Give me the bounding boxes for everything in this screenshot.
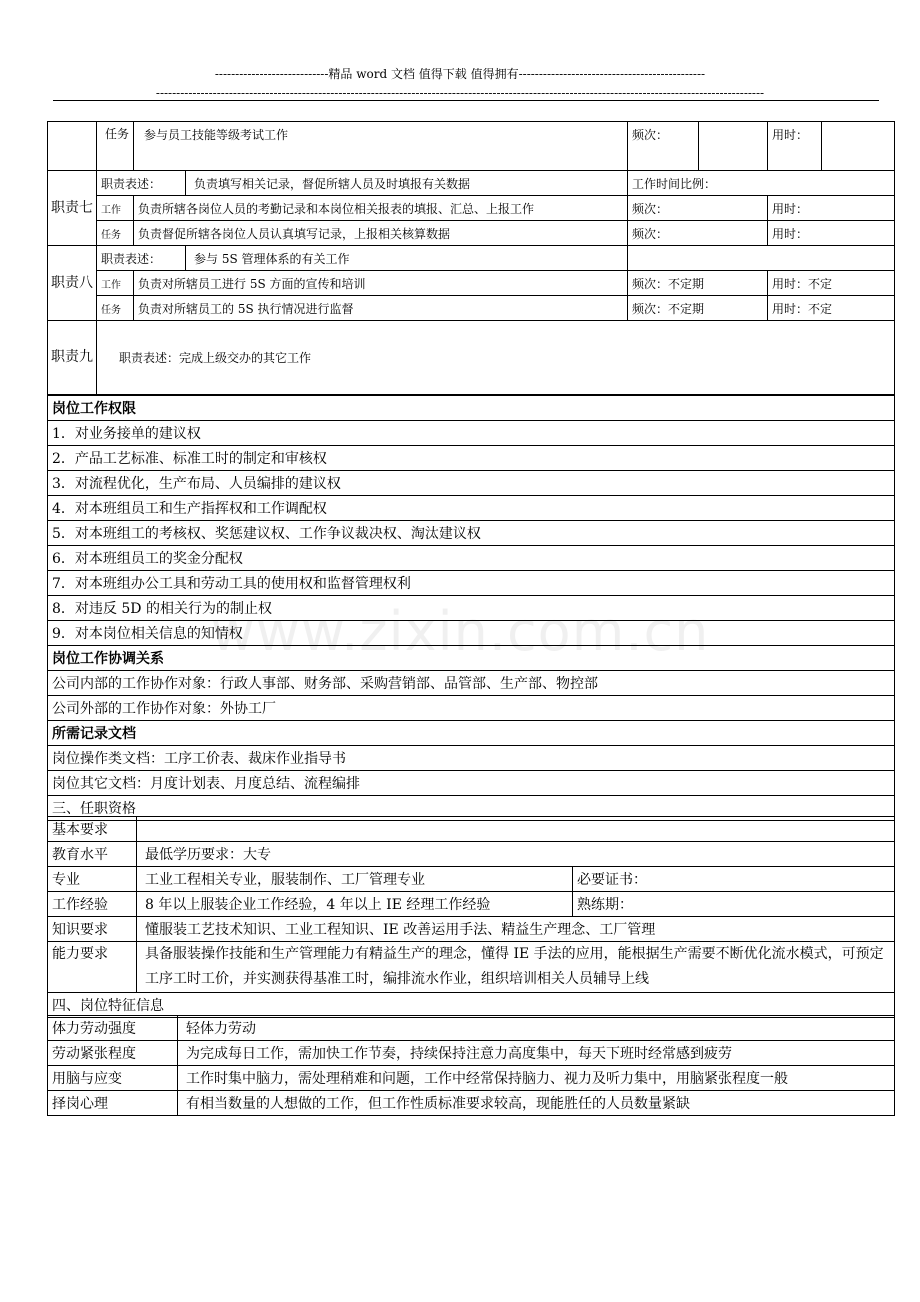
duty8-task-2-freq: 频次：不定期 <box>628 296 768 321</box>
duty8-desc-row <box>48 246 895 271</box>
duty7-task-2: 负责督促所辖各岗位人员认真填写记录，上报相关核算数据 <box>134 221 628 246</box>
feature-row <box>48 1016 895 1041</box>
task-text: 参与员工技能等级考试工作 <box>134 122 628 171</box>
duty8-label: 职责八 <box>48 246 97 321</box>
duty7-task-row-2 <box>48 221 895 246</box>
authority-item: 2．产品工艺标准、标准工时的制定和审核权 <box>48 446 895 471</box>
header-line-1: ----------------------------精品 word 文档 值得下载 值得拥有---------------------------------------------- <box>214 67 706 81</box>
blank-cell <box>48 122 97 171</box>
duty7-desc-row <box>48 171 895 196</box>
duty8-task-2-time: 用时：不定 <box>768 296 895 321</box>
authority-item: 6．对本班组员工的奖金分配权 <box>48 546 895 571</box>
top-task-row <box>48 122 895 171</box>
major-label: 专业 <box>48 867 137 892</box>
time-label: 用时： <box>768 122 822 171</box>
header-rule <box>53 100 879 101</box>
duty8-task-1-time: 用时：不定 <box>768 271 895 296</box>
feature-label: 择岗心理 <box>48 1091 178 1116</box>
duty7-task-1-time: 用时： <box>768 196 895 221</box>
work-label: 工作 <box>97 196 134 221</box>
duty7-label: 职责七 <box>48 171 97 246</box>
coordination-internal: 公司内部的工作协作对象：行政人事部、财务部、采购营销部、品管部、生产部、物控部 <box>48 671 895 696</box>
freq-label: 频次： <box>628 122 699 171</box>
major-value: 工业工程相关专业，服装制作、工厂管理专业 <box>137 867 573 892</box>
duty8-ratio-blank <box>628 246 895 271</box>
header-line-2: ------------------------------------------------------------------------------------------------------------------------------------------------------ <box>155 86 765 100</box>
basic-requirement-label: 基本要求 <box>48 817 137 842</box>
ability-value: 具备服装操作技能和生产管理能力有精益生产的理念，懂得 IE 手法的应用，能根据生产需要不断优化流水模式，可预定工序工时工价，并实测获得基准工时，编排流水作业，组织培训相关人员辅导上线 <box>137 942 895 993</box>
coordination-title: 岗位工作协调关系 <box>48 646 895 671</box>
authority-item: 3．对流程优化，生产布局、人员编排的建议权 <box>48 471 895 496</box>
authority-item: 7．对本班组办公工具和劳动工具的使用权和监督管理权利 <box>48 571 895 596</box>
duty7-task-1: 负责所辖各岗位人员的考勤记录和本岗位相关报表的填报、汇总、上报工作 <box>134 196 628 221</box>
feature-value: 为完成每日工作，需加快工作节奏，持续保持注意力高度集中，每天下班时经常感到疲劳 <box>178 1041 895 1066</box>
duty9-label: 职责九 <box>48 321 97 395</box>
duty8-desc: 参与 5S 管理体系的有关工作 <box>186 246 628 271</box>
proficiency-label: 熟练期： <box>573 892 895 917</box>
duty-table <box>47 121 895 395</box>
task-label: 任务 <box>97 122 134 171</box>
qualification-title: 三、任职资格 <box>48 796 895 821</box>
task-label: 任务 <box>97 221 134 246</box>
education-label: 教育水平 <box>48 842 137 867</box>
authority-item: 1．对业务接单的建议权 <box>48 421 895 446</box>
duty8-desc-label: 职责表述： <box>97 246 186 271</box>
feature-row <box>48 1066 895 1091</box>
feature-row <box>48 1091 895 1116</box>
records-other: 岗位其它文档：月度计划表、月度总结、流程编排 <box>48 771 895 796</box>
authority-item: 9．对本岗位相关信息的知情权 <box>48 621 895 646</box>
authority-table <box>47 395 895 821</box>
duty8-task-1-freq: 频次：不定期 <box>628 271 768 296</box>
feature-row <box>48 1041 895 1066</box>
watermark: www.zixin.com.cn <box>210 600 710 663</box>
features-title: 四、岗位特征信息 <box>48 993 895 1018</box>
feature-value: 工作时集中脑力，需处理稍难和问题，工作中经常保持脑力、视力及听力集中，用脑紧张程度一般 <box>178 1066 895 1091</box>
feature-value: 轻体力劳动 <box>178 1016 895 1041</box>
time-value <box>822 122 895 171</box>
feature-label: 体力劳动强度 <box>48 1016 178 1041</box>
authority-item: 4．对本班组员工和生产指挥权和工作调配权 <box>48 496 895 521</box>
features-table <box>47 1015 895 1116</box>
authority-item: 5．对本班组工的考核权、奖惩建议权、工作争议裁决权、淘汰建议权 <box>48 521 895 546</box>
authority-item: 8．对违反 5D 的相关行为的制止权 <box>48 596 895 621</box>
duty8-task-row-1 <box>48 271 895 296</box>
duty8-task-1: 负责对所辖员工进行 5S 方面的宣传和培训 <box>134 271 628 296</box>
authority-title: 岗位工作权限 <box>48 396 895 421</box>
feature-label: 用脑与应变 <box>48 1066 178 1091</box>
certificate-label: 必要证书： <box>573 867 895 892</box>
experience-label: 工作经验 <box>48 892 137 917</box>
duty8-task-2: 负责对所辖员工的 5S 执行情况进行监督 <box>134 296 628 321</box>
duty9-row <box>48 321 895 395</box>
work-label: 工作 <box>97 271 134 296</box>
duty7-ratio: 工作时间比例： <box>628 171 895 196</box>
knowledge-label: 知识要求 <box>48 917 137 942</box>
basic-requirement-blank <box>137 817 895 842</box>
ability-label: 能力要求 <box>48 942 137 993</box>
duty9-desc: 职责表述：完成上级交办的其它工作 <box>97 321 895 395</box>
duty7-task-row-1 <box>48 196 895 221</box>
duty7-task-1-freq: 频次： <box>628 196 768 221</box>
duty7-desc: 负责填写相关记录，督促所辖人员及时填报有关数据 <box>186 171 628 196</box>
duty8-task-row-2 <box>48 296 895 321</box>
qualification-table <box>47 816 895 1018</box>
experience-value: 8 年以上服装企业工作经验，4 年以上 IE 经理工作经验 <box>137 892 573 917</box>
records-operation: 岗位操作类文档：工序工价表、裁床作业指导书 <box>48 746 895 771</box>
duty7-task-2-time: 用时： <box>768 221 895 246</box>
records-title: 所需记录文档 <box>48 721 895 746</box>
freq-value <box>699 122 768 171</box>
knowledge-value: 懂服装工艺技术知识、工业工程知识、IE 改善运用手法、精益生产理念、工厂管理 <box>137 917 895 942</box>
feature-value: 有相当数量的人想做的工作，但工作性质标准要求较高，现能胜任的人员数量紧缺 <box>178 1091 895 1116</box>
duty7-task-2-freq: 频次： <box>628 221 768 246</box>
task-label: 任务 <box>97 296 134 321</box>
duty7-desc-label: 职责表述： <box>97 171 186 196</box>
education-value: 最低学历要求：大专 <box>137 842 895 867</box>
feature-label: 劳动紧张程度 <box>48 1041 178 1066</box>
coordination-external: 公司外部的工作协作对象：外协工厂 <box>48 696 895 721</box>
